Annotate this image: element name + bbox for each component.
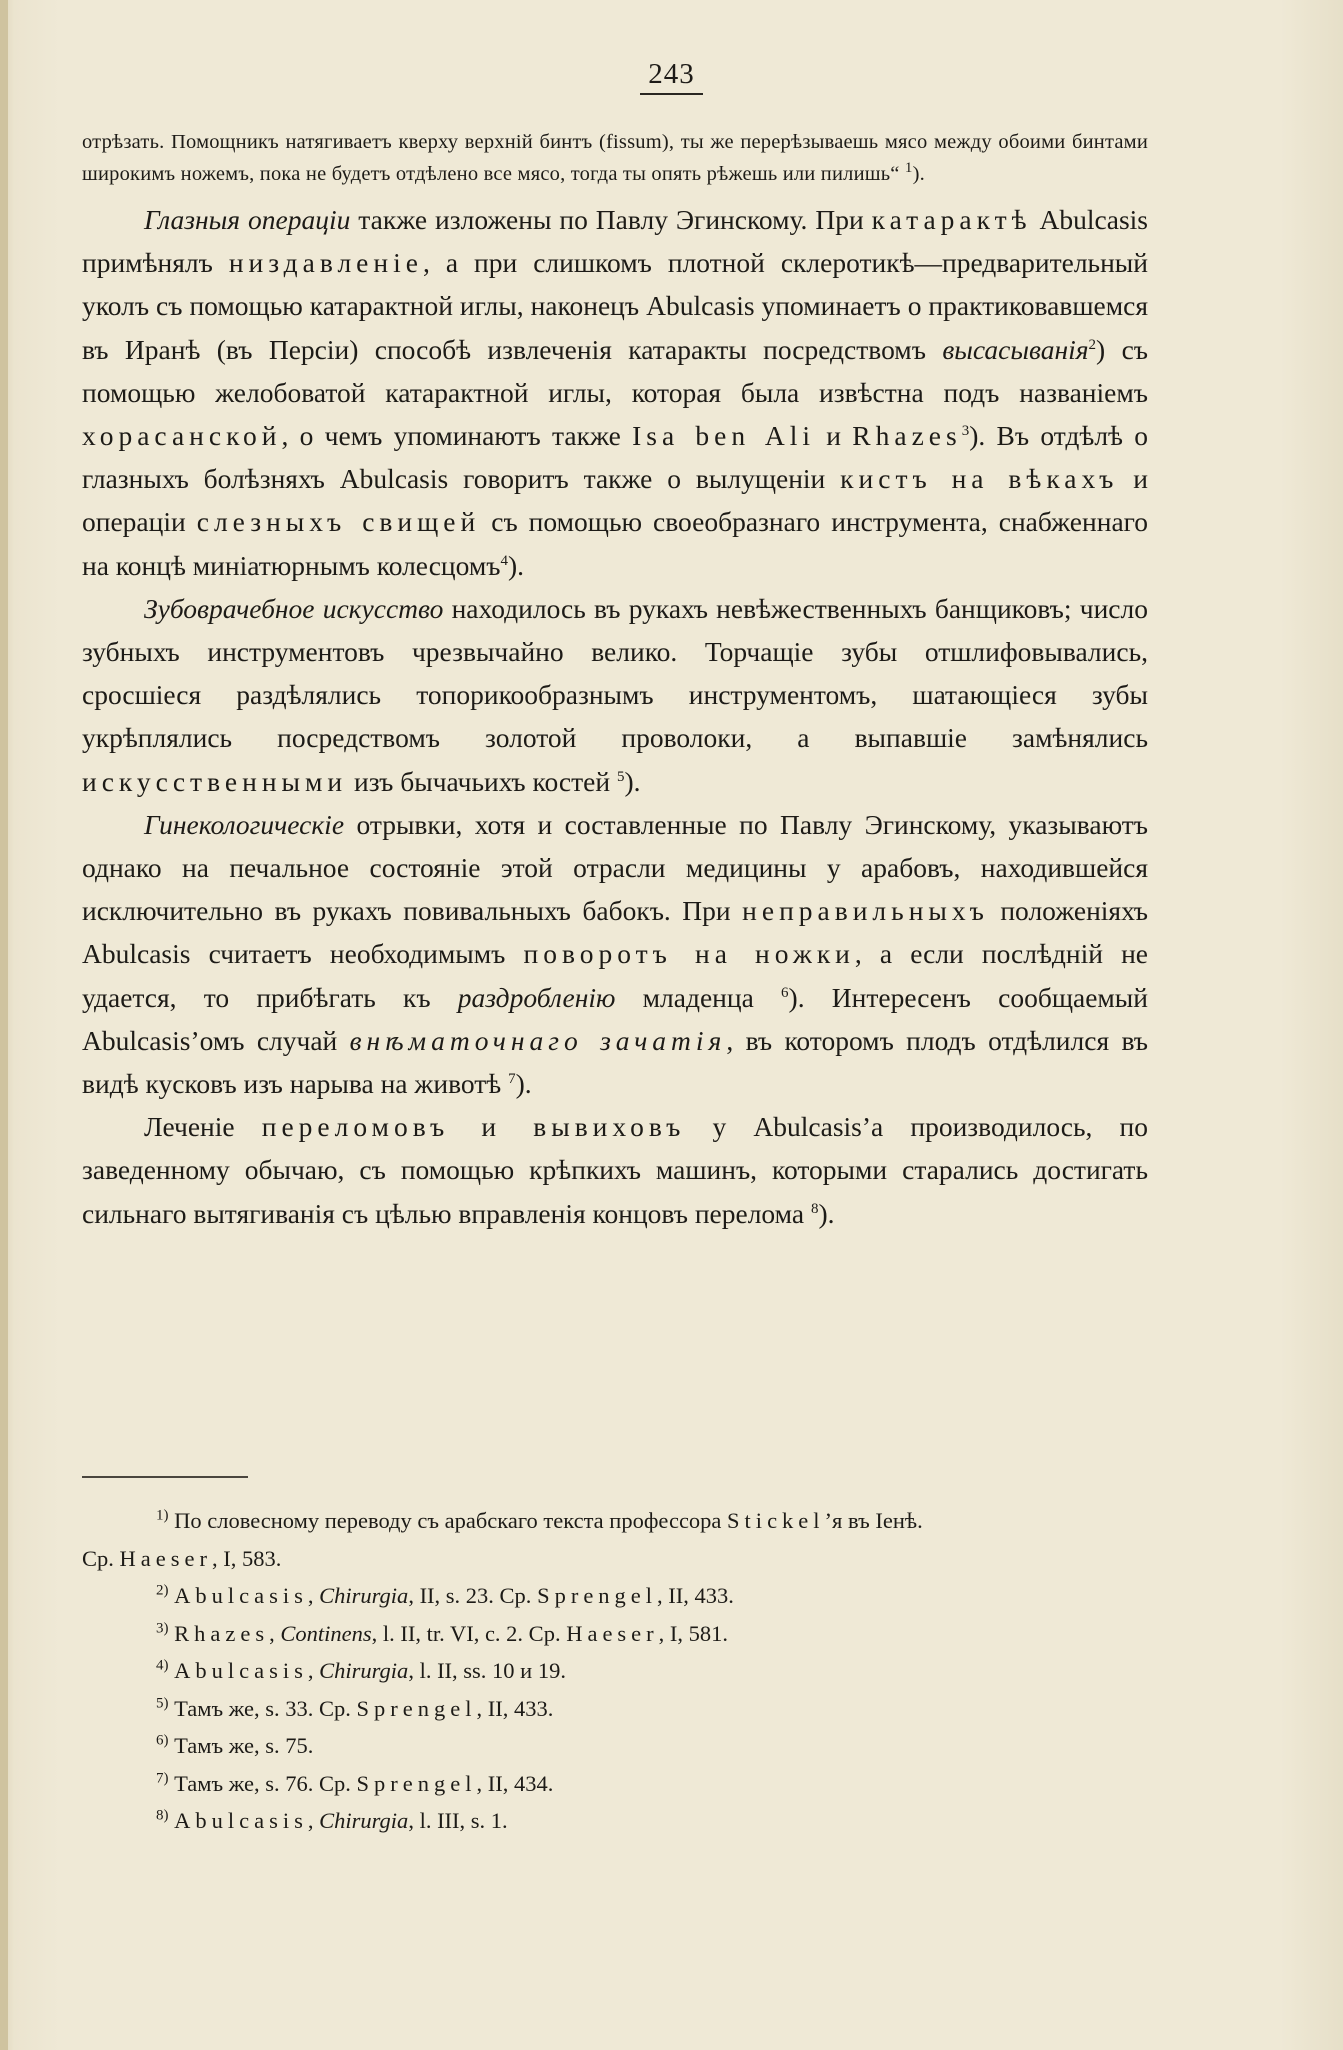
footnote-text: Тамъ же, s. 33. Ср. bbox=[168, 1695, 357, 1721]
work-title: Chirurgia bbox=[319, 1808, 409, 1833]
author-name: Haeser bbox=[566, 1620, 659, 1646]
footnote-5 bbox=[82, 1690, 1148, 1728]
text: также изложены по Павлу Эгинскому. При bbox=[350, 204, 872, 235]
footnote-mark: 6) bbox=[156, 1732, 169, 1749]
footnote-text: Тамъ же, s. 76. Ср. bbox=[168, 1770, 357, 1796]
text: , въ которомъ плодъ отдѣлился въ видѣ кусковъ изъ нарыва на животѣ bbox=[82, 1024, 1148, 1100]
text: съ помощью своеобразнаго инструмента, снабженнаго на концѣ миніатюрнымъ колесцомъ bbox=[82, 506, 1149, 581]
footnote-mark: 4) bbox=[156, 1657, 169, 1674]
footnote-ref-1: 1 bbox=[904, 160, 913, 177]
paragraph-gynecology bbox=[82, 803, 1148, 1105]
text: и bbox=[815, 420, 853, 452]
spaced-term: кистъ на вѣкахъ bbox=[840, 463, 1119, 495]
footnote-ref-3: 3 bbox=[961, 422, 970, 439]
footnote-6 bbox=[82, 1727, 1148, 1765]
footnote-3 bbox=[82, 1615, 1148, 1653]
work-title: Chirurgia bbox=[319, 1658, 409, 1683]
term-ectopic-pregnancy: внѣматочнаго зачатія bbox=[349, 1024, 727, 1056]
footnote-text: , II, 433. bbox=[476, 1695, 554, 1721]
author-name: Sprengel bbox=[537, 1583, 658, 1608]
text: ) съ помощью желобоватой катарактной иглы, которая была извѣстна подъ названіемъ bbox=[82, 333, 1148, 408]
footnote-ref-8: 8 bbox=[810, 1200, 819, 1217]
paragraph-dentistry bbox=[82, 587, 1148, 803]
footnote-2 bbox=[82, 1577, 1148, 1615]
lead-text: отрѣзать. Помощникъ натягиваетъ кверху верхній бинтъ (fissum), ты же перерѣзываешь мясо между обоими бинтами широкимъ ножемъ, пока не будетъ отдѣлено все мясо, тогда ты опять рѣжешь или пилишь“ bbox=[82, 131, 1148, 185]
footnote-mark: 2) bbox=[156, 1582, 169, 1599]
footnote-1 bbox=[82, 1502, 1148, 1540]
text: Леченіе bbox=[144, 1111, 262, 1143]
footnote-mark: 7) bbox=[156, 1770, 169, 1786]
paragraph-eye-operations bbox=[82, 198, 1148, 587]
body-text bbox=[82, 126, 1148, 1235]
footnote-text: , I, 581. bbox=[658, 1620, 729, 1646]
spaced-term: переломовъ и вывиховъ bbox=[261, 1111, 686, 1143]
author-name: Rhazes bbox=[852, 420, 962, 452]
text: находилось въ рукахъ невѣжественныхъ банщиковъ; число зубныхъ инструментовъ чрезвычайно велико. Торчащіе зубы отшлифовывались, сросшіеся раздѣлялись топорикообразнымъ инструментомъ, шатающіеся зубы укрѣплялись посредствомъ золотой проволоки, а выпавшіе замѣнялись bbox=[82, 592, 1148, 754]
term-fragmentation: раздробленію bbox=[457, 981, 616, 1013]
text: младенца bbox=[615, 981, 782, 1013]
footnote-ref-5: 5 bbox=[616, 768, 625, 785]
text: положеніяхъ Abulcasis считаетъ необходимымъ bbox=[82, 895, 1149, 970]
work-title: Chirurgia bbox=[319, 1583, 409, 1608]
author-name: Sprengel bbox=[356, 1695, 477, 1721]
author-name: Rhazes bbox=[174, 1620, 270, 1646]
page-number-text: 243 bbox=[640, 58, 703, 95]
text: у Abulcasis’а производилось, по заведенному обычаю, съ помощью крѣпкихъ машинъ, которыми старались достигать сильнаго вытягиванія съ цѣлью вправленія концовъ перелома bbox=[82, 1111, 1149, 1229]
paragraph-continuation bbox=[82, 126, 1148, 190]
footnote-text: , bbox=[307, 1808, 320, 1833]
author-name: Stickel bbox=[727, 1508, 825, 1533]
footnote-text: , bbox=[307, 1583, 320, 1608]
page-number bbox=[0, 58, 1343, 91]
text: Abulcasis примѣнялъ bbox=[82, 204, 1148, 279]
text: ). Интересенъ сообщаемый Abulcasis’омъ случай bbox=[82, 981, 1148, 1056]
author-name: Haeser bbox=[119, 1545, 212, 1571]
term-dentistry: Зубоврачебное искусство bbox=[144, 592, 444, 624]
footnote-text: , II, 433. bbox=[657, 1583, 734, 1608]
author-name: Abulcasis bbox=[174, 1808, 308, 1833]
footnote-ref-7: 7 bbox=[508, 1070, 516, 1087]
footnote-1-continued bbox=[82, 1540, 1148, 1578]
term-gynecology: Гинекологическіе bbox=[144, 808, 345, 840]
footnote-ref-6: 6 bbox=[781, 984, 789, 1001]
text: , а при слишкомъ плотной склеротикѣ—предварительный уколъ съ помощью катарактной иглы, наконецъ Abulcasis упоминаетъ о практиковавшемся въ Иранѣ (въ Персіи) способѣ извлеченія катаракты посредствомъ bbox=[82, 247, 1148, 365]
footnote-mark: 1) bbox=[156, 1507, 169, 1524]
footnote-text: ’я въ Іенѣ. bbox=[824, 1508, 923, 1533]
footnote-text: , l. II, ss. 10 и 19. bbox=[408, 1658, 566, 1683]
footnote-text: По словесному переводу съ арабскаго текста профессора bbox=[168, 1508, 728, 1533]
author-name: Abulcasis bbox=[174, 1658, 308, 1683]
text: ). bbox=[507, 549, 525, 581]
footnote-separator bbox=[82, 1476, 248, 1478]
footnote-mark: 3) bbox=[156, 1620, 169, 1636]
footnote-text: , bbox=[269, 1620, 281, 1646]
spaced-term: низдавленіе bbox=[228, 247, 423, 279]
author-name: Sprengel bbox=[356, 1770, 477, 1796]
spaced-term: искусственными bbox=[82, 765, 348, 797]
footnote-text: Ср. bbox=[82, 1545, 120, 1571]
footnote-4 bbox=[82, 1652, 1148, 1690]
lead-end: ). bbox=[912, 163, 925, 185]
footnote-text: , II, s. 23. Ср. bbox=[408, 1583, 538, 1608]
text: и операціи bbox=[82, 463, 1148, 538]
text: ). bbox=[515, 1068, 532, 1100]
footnote-text: , l. II, tr. VI, c. 2. Ср. bbox=[371, 1620, 567, 1646]
spaced-term: слезныхъ свищей bbox=[196, 506, 481, 538]
author-name: Isa ben Ali bbox=[632, 420, 816, 452]
term-eye-operations: Глазныя операціи bbox=[144, 204, 351, 235]
term-suction: высасыванія bbox=[942, 333, 1089, 365]
page-binding-edge bbox=[0, 0, 8, 2050]
footnote-8 bbox=[82, 1802, 1148, 1840]
text: , а если послѣдній не удается, то прибѣгать къ bbox=[82, 938, 1148, 1013]
footnote-text: , I, 583. bbox=[211, 1545, 282, 1571]
footnote-text: Тамъ же, s. 75. bbox=[168, 1733, 314, 1758]
footnote-text: , bbox=[307, 1658, 320, 1683]
spaced-term: неправильныхъ bbox=[742, 895, 989, 927]
text: , о чемъ упоминаютъ также bbox=[281, 420, 633, 452]
footnote-text: , l. III, s. 1. bbox=[408, 1808, 508, 1833]
text: ). Въ отдѣлѣ о глазныхъ болѣзняхъ Abulcasis говоритъ также о вылущеніи bbox=[82, 420, 1149, 495]
text: ). bbox=[818, 1197, 835, 1229]
spaced-term: хорасанской bbox=[82, 420, 282, 452]
footnote-mark: 8) bbox=[156, 1807, 169, 1824]
text: отрывки, хотя и составленные по Павлу Эгинскому, указываютъ однако на печальное состояніе этой отрасли медицины у арабовъ, находившейся исключительно въ рукахъ повивальныхъ бабокъ. При bbox=[82, 808, 1148, 927]
footnote-7 bbox=[82, 1765, 1148, 1803]
footnote-text: , II, 434. bbox=[476, 1770, 554, 1796]
spaced-term: поворотъ на ножки bbox=[523, 938, 855, 970]
paragraph-fractures bbox=[82, 1105, 1148, 1235]
footnotes bbox=[82, 1502, 1148, 1840]
author-name: Abulcasis bbox=[174, 1583, 308, 1608]
spaced-term: катарактѣ bbox=[871, 204, 1032, 235]
footnote-mark: 5) bbox=[156, 1695, 169, 1711]
text: ). bbox=[624, 765, 641, 797]
work-title: Continens bbox=[280, 1620, 372, 1646]
footnote-ref-2: 2 bbox=[1088, 336, 1097, 353]
text: изъ бычачьихъ костей bbox=[347, 765, 617, 797]
footnote-ref-4: 4 bbox=[500, 552, 508, 569]
